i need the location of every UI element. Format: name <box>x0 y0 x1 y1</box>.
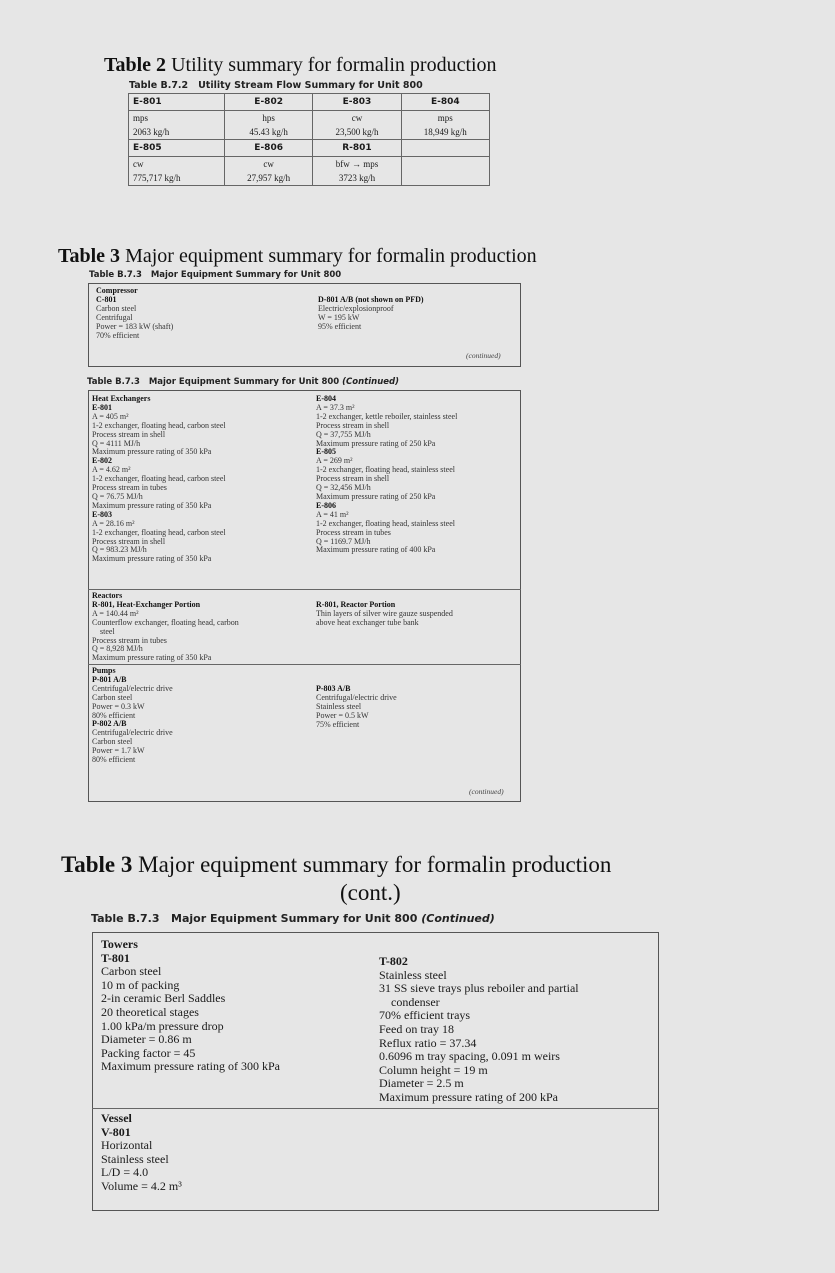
spec-line: Maximum pressure rating of 300 kPa <box>101 1059 280 1074</box>
spec-line: Maximum pressure rating of 350 kPa <box>92 500 212 510</box>
spec-line: Heat Exchangers <box>92 394 151 403</box>
spec-line: 1.00 kPa/m pressure drop <box>101 1018 224 1033</box>
spec-line: Volume = 4.2 m³ <box>101 1178 182 1193</box>
utility-table <box>128 93 490 186</box>
spec-line: T-801 <box>101 950 130 965</box>
spec-line: E-806 <box>316 500 336 510</box>
spec-line: Process stream in tubes <box>92 635 167 645</box>
table-cell: R-801 <box>313 140 401 157</box>
spec-line: Centrifugal <box>96 312 133 322</box>
spec-line: 0.6096 m tray spacing, 0.091 m weirs <box>379 1049 560 1064</box>
table-row <box>129 111 490 126</box>
spec-line: R-801, Reactor Portion <box>316 600 396 609</box>
spec-line: Power = 0.3 kW <box>92 701 145 711</box>
spec-line: Reactors <box>92 591 123 600</box>
spec-line: Column height = 19 m <box>379 1062 488 1077</box>
table-cell <box>401 140 489 157</box>
table-cell: E-805 <box>129 140 225 157</box>
compressor-left <box>96 287 173 340</box>
spec-line: Maximum pressure rating of 250 kPa <box>316 491 436 501</box>
spec-line: steel <box>92 626 115 636</box>
towers-left <box>101 938 280 1074</box>
table-cell: 27,957 kg/h <box>224 171 312 186</box>
spec-line: Electric/explosionproof <box>318 303 394 313</box>
spec-line: A = 140.44 m² <box>92 608 139 618</box>
spec-line: Process stream in shell <box>316 474 390 484</box>
spec-line: Power = 183 kW (shaft) <box>96 321 174 331</box>
spec-line: E-803 <box>92 509 112 519</box>
spec-line: T-802 <box>379 954 408 968</box>
spec-line: Q = 983.23 MJ/h <box>92 545 147 555</box>
table-cell: bfw → mps <box>313 157 401 172</box>
spec-line: 1-2 exchanger, floating head, carbon steel <box>92 420 226 430</box>
table3-caption: Table 3 Major equipment summary for formalin production <box>58 245 537 267</box>
spec-line: Pumps <box>92 666 116 675</box>
table-cell: cw <box>313 111 401 126</box>
table-cell: 2063 kg/h <box>129 125 225 140</box>
table3-subcaption: Table B.7.3 Major Equipment Summary for Unit 800 <box>89 270 342 280</box>
spec-line: Diameter = 0.86 m <box>101 1032 192 1047</box>
spec-line: Q = 4111 MJ/h <box>92 438 141 448</box>
spec-line: A = 28.16 m² <box>92 518 135 528</box>
spec-line: E-804 <box>316 394 336 403</box>
spec-line: Q = 76.75 MJ/h <box>92 491 143 501</box>
spec-line: Q = 8,928 MJ/h <box>92 644 143 654</box>
spec-line: L/D = 4.0 <box>101 1165 149 1180</box>
spec-line: Horizontal <box>101 1138 153 1153</box>
table-row <box>129 171 490 186</box>
table-cell: 775,717 kg/h <box>129 171 225 186</box>
spec-line: Process stream in shell <box>316 420 390 430</box>
table2-caption <box>104 54 497 77</box>
table-cell: 3723 kg/h <box>313 171 401 186</box>
spec-line: P-802 A/B <box>92 719 127 729</box>
spec-line: P-803 A/B <box>316 684 351 693</box>
spec-line: 20 theoretical stages <box>101 1004 199 1019</box>
spec-line: 31 SS sieve trays plus reboiler and partial <box>379 981 579 996</box>
spec-line: Process stream in shell <box>92 429 166 439</box>
spec-line: 1-2 exchanger, floating head, carbon steel <box>92 474 226 484</box>
table-cell: mps <box>401 111 489 126</box>
spec-line: Process stream in shell <box>92 536 166 546</box>
table-row <box>129 140 490 157</box>
spec-line: D-801 A/B (not shown on PFD) <box>318 295 424 304</box>
spec-line: A = 4.62 m² <box>92 465 131 475</box>
spec-line: A = 405 m² <box>92 411 129 421</box>
spec-line: Centrifugal/electric drive <box>92 683 173 693</box>
spec-line: Thin layers of silver wire gauze suspended <box>316 608 453 618</box>
towers-right <box>379 955 579 1105</box>
spec-line: 70% efficient trays <box>379 1008 471 1023</box>
heat-exchangers-right <box>316 395 457 555</box>
spec-line: Maximum pressure rating of 400 kPa <box>316 545 436 555</box>
spec-line: Stainless steel <box>101 1151 169 1166</box>
spec-line: C-801 <box>96 294 117 304</box>
spec-line: Diameter = 2.5 m <box>379 1076 464 1091</box>
continued-label: (continued) <box>469 787 504 796</box>
table-row <box>129 125 490 140</box>
table-cell: E-806 <box>224 140 312 157</box>
spec-line: Power = 1.7 kW <box>92 746 145 756</box>
table-cell <box>401 157 489 172</box>
table-cell: cw <box>224 157 312 172</box>
spec-line: Towers <box>101 937 138 951</box>
spec-line: 80% efficient <box>92 755 136 765</box>
spec-line: Packing factor = 45 <box>101 1045 196 1060</box>
spec-line: P-801 A/B <box>92 674 127 684</box>
divider <box>88 589 521 590</box>
table-cell <box>401 171 489 186</box>
spec-line: Maximum pressure rating of 350 kPa <box>92 447 212 457</box>
table-cell: E-802 <box>224 94 312 111</box>
spec-line: above heat exchanger tube bank <box>316 617 419 627</box>
spec-line: 10 m of packing <box>101 977 180 992</box>
reactors-right <box>316 601 453 628</box>
spec-line: Centrifugal/electric drive <box>92 728 173 738</box>
spec-line: A = 41 m² <box>316 509 349 519</box>
table-cell: mps <box>129 111 225 126</box>
spec-line: Reflux ratio = 37.34 <box>379 1035 477 1050</box>
pumps-left <box>92 667 173 765</box>
spec-line: Vessel <box>101 1111 132 1125</box>
spec-line: Maximum pressure rating of 350 kPa <box>92 554 212 564</box>
spec-line: A = 269 m² <box>316 456 353 466</box>
spec-line: A = 37.3 m² <box>316 402 355 412</box>
table3c-subcaption: Table B.7.3 Major Equipment Summary for Unit 800 (Continued) <box>91 912 495 925</box>
table-cell: 45.43 kg/h <box>224 125 312 140</box>
table-cell: 23,500 kg/h <box>313 125 401 140</box>
spec-line: Q = 1169.7 MJ/h <box>316 536 371 546</box>
spec-line: Process stream in tubes <box>92 483 167 493</box>
caption-number: Table 2 <box>104 54 167 76</box>
compressor-right <box>318 296 424 332</box>
table-row <box>129 94 490 111</box>
spec-line: 1-2 exchanger, kettle reboiler, stainless steel <box>316 411 458 421</box>
spec-line: Power = 0.5 kW <box>316 710 369 720</box>
spec-line: Feed on tray 18 <box>379 1021 454 1036</box>
spec-line: 1-2 exchanger, floating head, carbon steel <box>92 527 226 537</box>
spec-line: Compressor <box>96 286 138 295</box>
spec-line: Stainless steel <box>379 967 447 982</box>
spec-line: R-801, Heat-Exchanger Portion <box>92 599 201 609</box>
spec-line: Maximum pressure rating of 350 kPa <box>92 653 212 663</box>
table2-subcaption: Table B.7.2 Utility Stream Flow Summary for Unit 800 <box>129 80 423 91</box>
spec-line: 75% efficient <box>316 719 360 729</box>
spec-line: W = 195 kW <box>318 312 360 322</box>
spec-line: Maximum pressure rating of 250 kPa <box>316 438 436 448</box>
spec-line: 80% efficient <box>92 710 136 720</box>
spec-line: Maximum pressure rating of 200 kPa <box>379 1089 558 1104</box>
table3c-caption-cont: (cont.) <box>340 880 401 905</box>
spec-line: 95% efficient <box>318 321 362 331</box>
spec-line: Carbon steel <box>101 964 162 979</box>
spec-line: condenser <box>379 994 440 1009</box>
divider <box>92 1108 659 1109</box>
spec-line: 70% efficient <box>96 330 140 340</box>
spec-line: 1-2 exchanger, floating head, stainless steel <box>316 465 455 475</box>
heat-exchangers-left <box>92 395 226 564</box>
table-cell: 18,949 kg/h <box>401 125 489 140</box>
spec-line: Centrifugal/electric drive <box>316 692 397 702</box>
spec-line: Carbon steel <box>92 692 133 702</box>
caption-text: Utility summary for formalin production <box>171 54 497 76</box>
spec-line: Counterflow exchanger, floating head, carbon <box>92 617 239 627</box>
spec-line: 1-2 exchanger, floating head, stainless steel <box>316 518 455 528</box>
spec-line: E-802 <box>92 456 112 466</box>
table-cell: E-804 <box>401 94 489 111</box>
spec-line: Carbon steel <box>92 737 133 747</box>
spec-line: Carbon steel <box>96 303 137 313</box>
table-cell: hps <box>224 111 312 126</box>
pumps-right <box>316 685 397 730</box>
spec-line: Process stream in tubes <box>316 527 391 537</box>
reactors-left <box>92 592 239 663</box>
table-cell: E-803 <box>313 94 401 111</box>
spec-line: Q = 37,755 MJ/h <box>316 429 371 439</box>
table3c-caption: Table 3 Major equipment summary for formalin production <box>61 852 612 877</box>
spec-line: 2-in ceramic Berl Saddles <box>101 991 226 1006</box>
divider <box>88 664 521 665</box>
spec-line: V-801 <box>101 1124 131 1139</box>
spec-line: E-801 <box>92 402 112 412</box>
continued-label: (continued) <box>466 351 501 360</box>
table-cell: cw <box>129 157 225 172</box>
spec-line: E-805 <box>316 447 336 457</box>
table-cell: E-801 <box>129 94 225 111</box>
vessel <box>101 1112 182 1194</box>
table3b-subcaption: Table B.7.3 Major Equipment Summary for Unit 800 (Continued) <box>87 377 399 387</box>
spec-line: Q = 32,456 MJ/h <box>316 483 371 493</box>
table-row <box>129 157 490 172</box>
spec-line: Stainless steel <box>316 701 362 711</box>
